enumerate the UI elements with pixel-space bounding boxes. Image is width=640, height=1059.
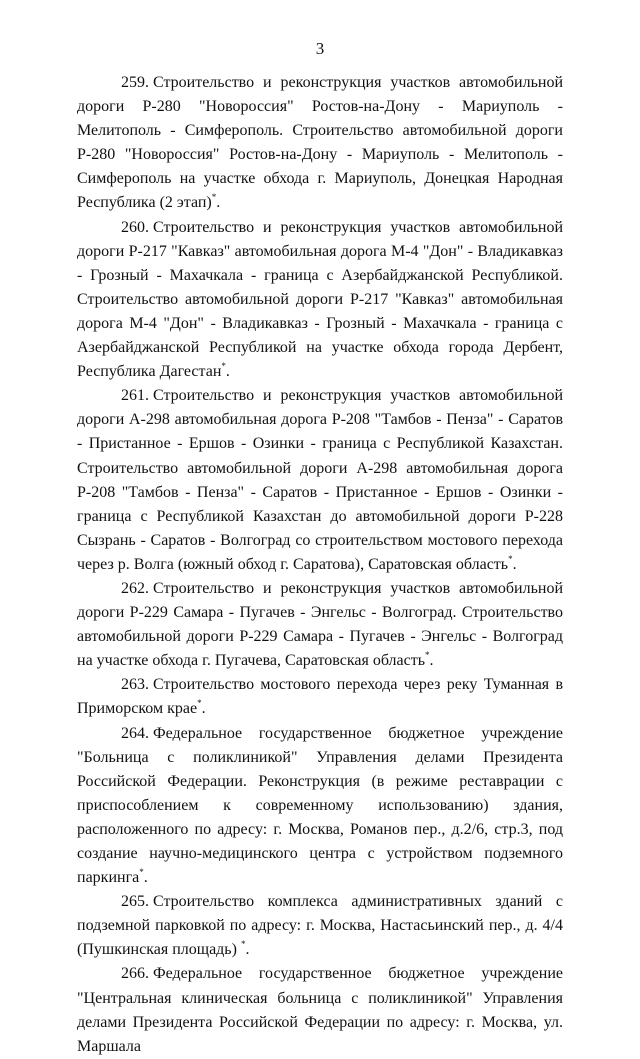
item-number: 261. — [121, 387, 149, 405]
item-number: 265. — [121, 893, 149, 911]
list-item — [77, 384, 563, 577]
item-end: . — [143, 869, 148, 887]
item-text: Строительство комплекса административных зданий с подземной парковкой по адресу: г. Москва, Настасьинский пер., д. 4/4 (Пушкинская площадь) — [77, 893, 563, 959]
item-number: 260. — [121, 218, 149, 236]
item-end: . — [245, 941, 250, 959]
list-item — [77, 577, 563, 673]
item-end: . — [429, 652, 434, 670]
document-body — [77, 71, 563, 1059]
footnote-mark: * — [197, 698, 202, 709]
list-item — [77, 71, 563, 216]
footnote-mark: * — [221, 360, 226, 371]
item-text: Строительство и реконструкция участков автомобильной дороги Р-229 Самара - Пугачев - Энгельс - Волгоград. Строительство автомобильной дороги Р-229 Самара - Пугачев - Энгельс - Волгоград на участке обхода г. Пугачева, Саратовская область — [77, 579, 563, 670]
footnote-mark: * — [508, 553, 513, 564]
item-text: Строительство и реконструкция участков автомобильной дороги Р-280 "Новороссия" Ростов-на-Дону - Мариуполь - Мелитополь - Симферополь. Строительство автомобильной дороги Р-280 "Новороссия" Ростов-на-Дону - Мариуполь - Мелитополь - Симферополь на участке обхода г. Мариуполь, Донецкая Народная Республика (2 этап) — [77, 74, 563, 212]
item-number: 259. — [121, 74, 149, 91]
item-text: Строительство и реконструкция участков автомобильной дороги Р-217 "Кавказ" автомобильная дорога М-4 "Дон" - Владикавказ - Грозный - Махачкала - граница с Азербайджанской Республикой. Строительство автомобильной дороги Р-217 "Кавказ" автомобильная дорога М-4 "Дон" - Владикавказ - Грозный - Махачкала - граница с Азербайджанской Республикой на участке обхода города Дербент, Республика Дагестан — [77, 218, 563, 381]
footnote-mark: * — [211, 192, 217, 203]
item-end: . — [216, 194, 221, 212]
item-text: Федеральное государственное бюджетное учреждение "Центральная клиническая больница с поликлиникой" Управления делами Президента Российской Федерации по адресу: г. Москва, ул. Маршала — [77, 965, 563, 1055]
list-item — [77, 673, 563, 721]
item-end: . — [512, 555, 517, 573]
item-text: Федеральное государственное бюджетное учреждение "Больница с поликлиникой" Управления делами Президента Российской Федерации. Реконструкция (в режиме реставрации с приспособлением к современному использованию) здания, расположенного по адресу: г. Москва, Романов пер., д.2/6, стр.3, под создание научно-медицинского центра с устройством подземного паркинга — [77, 724, 563, 887]
item-number: 266. — [121, 965, 149, 983]
item-number: 262. — [121, 579, 149, 597]
footnote-mark: * — [139, 866, 144, 877]
list-item — [77, 216, 563, 385]
item-end: . — [201, 700, 206, 718]
item-text: Строительство и реконструкция участков автомобильной дороги А-298 автомобильная дорога Р-208 "Тамбов - Пенза" - Саратов - Пристанное - Ершов - Озинки - граница с Республикой Казахстан. Строительство автомобильной дороги А-298 автомобильная дорога Р-208 "Тамбов - Пенза" - Саратов - Пристанное - Ершов - Озинки - граница с Республикой Казахстан до автомобильной дороги Р-228 Сызрань - Саратов - Волгоград со строительством мостового перехода через р. Волга (южный обход г. Саратова), Саратовская область — [77, 387, 563, 573]
list-item — [77, 890, 563, 962]
page-number: 3 — [315, 39, 325, 58]
item-end: . — [225, 363, 230, 381]
item-number: 263. — [121, 676, 149, 694]
footnote-mark: * — [425, 649, 430, 660]
footnote-mark: * — [240, 939, 246, 950]
list-item — [77, 962, 563, 1058]
item-text: Строительство мостового перехода через реку Туманная в Приморском крае — [77, 676, 563, 718]
item-number: 264. — [121, 724, 149, 742]
list-item — [77, 722, 563, 891]
